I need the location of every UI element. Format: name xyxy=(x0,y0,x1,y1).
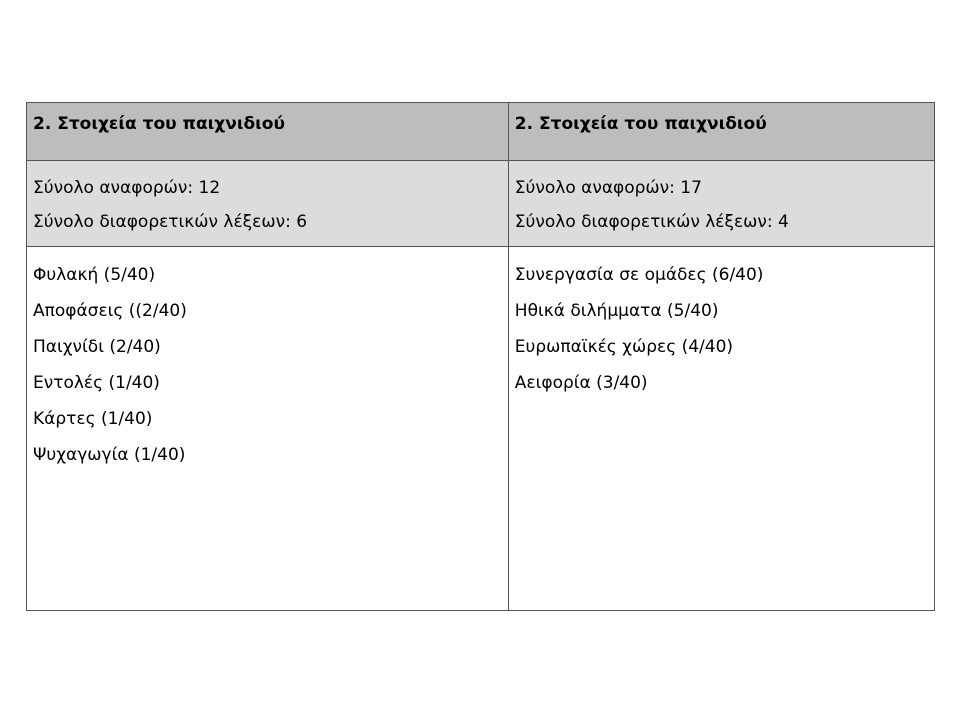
items-cell-right xyxy=(508,247,934,611)
header-cell-right: 2. Στοιχεία του παιχνιδιού xyxy=(508,103,934,161)
list-item: Συνεργασία σε ομάδες (6/40) xyxy=(514,265,764,285)
table-header-row xyxy=(27,103,935,161)
summary-cell-right xyxy=(508,161,934,247)
items-row xyxy=(27,247,935,611)
list-item: Ψυχαγωγία (1/40) xyxy=(33,445,186,465)
summary-total-mentions-right: Σύνολο αναφορών: 17 xyxy=(514,178,702,198)
list-item: Κάρτες (1/40) xyxy=(33,409,153,429)
list-item: Ευρωπαϊκές χώρες (4/40) xyxy=(514,337,734,357)
game-elements-table xyxy=(26,102,935,611)
summary-distinct-words-right: Σύνολο διαφορετικών λέξεων: 4 xyxy=(514,212,789,232)
list-item: Παιχνίδι (2/40) xyxy=(33,337,161,357)
list-item: Φυλακή (5/40) xyxy=(33,265,156,285)
list-item: Αειφορία (3/40) xyxy=(514,373,648,393)
list-item: Αποφάσεις ((2/40) xyxy=(33,301,187,321)
summary-cell-left xyxy=(27,161,509,247)
items-cell-left xyxy=(27,247,509,611)
summary-row xyxy=(27,161,935,247)
header-cell-left: 2. Στοιχεία του παιχνιδιού xyxy=(27,103,509,161)
summary-total-mentions-left: Σύνολο αναφορών: 12 xyxy=(33,178,221,198)
summary-distinct-words-left: Σύνολο διαφορετικών λέξεων: 6 xyxy=(33,212,308,232)
list-item: Εντολές (1/40) xyxy=(33,373,160,393)
list-item: Ηθικά διλήμματα (5/40) xyxy=(514,301,719,321)
